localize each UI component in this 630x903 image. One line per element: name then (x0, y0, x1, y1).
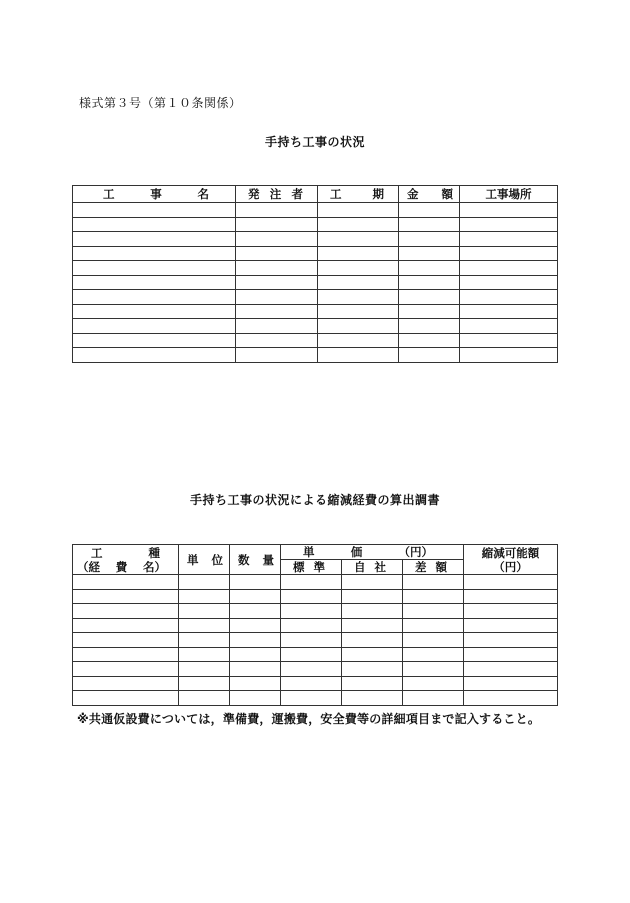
table-cell[interactable] (179, 589, 230, 604)
table-cell[interactable] (230, 575, 281, 590)
table-cell[interactable] (464, 676, 558, 691)
table-cell[interactable] (460, 232, 558, 247)
table-cell[interactable] (236, 275, 318, 290)
table-cell[interactable] (236, 232, 318, 247)
table-cell[interactable] (318, 246, 399, 261)
table-cell[interactable] (399, 246, 460, 261)
table-cell[interactable] (73, 261, 236, 276)
table-cell[interactable] (281, 633, 342, 648)
table-cell[interactable] (73, 575, 179, 590)
table-cell[interactable] (460, 261, 558, 276)
table-cell[interactable] (399, 203, 460, 218)
table-cell[interactable] (399, 304, 460, 319)
table-cell[interactable] (464, 662, 558, 677)
header-unit: 単 位 (179, 545, 230, 575)
table-cell[interactable] (236, 348, 318, 363)
header-amount: 金 額 (399, 186, 460, 203)
table-cell[interactable] (230, 662, 281, 677)
table-cell[interactable] (73, 647, 179, 662)
table-cell[interactable] (403, 647, 464, 662)
table-cell[interactable] (179, 662, 230, 677)
table-row (73, 691, 558, 706)
table-header-row (73, 545, 558, 560)
table-row (73, 618, 558, 633)
table-header-row (73, 186, 558, 203)
header-quantity: 数 量 (230, 545, 281, 575)
table-row (73, 575, 558, 590)
table-cell[interactable] (73, 676, 179, 691)
table-cell[interactable] (236, 319, 318, 334)
header-period: 工 期 (318, 186, 399, 203)
table-cell[interactable] (399, 348, 460, 363)
table-row (73, 275, 558, 290)
table-row (73, 604, 558, 619)
header-item: 工 種 （経 費 名） (73, 545, 179, 575)
table-cell[interactable] (342, 647, 403, 662)
header-project-name: 工 事 名 (73, 186, 236, 203)
table-cell[interactable] (403, 575, 464, 590)
table-cell[interactable] (179, 575, 230, 590)
table-cell[interactable] (73, 232, 236, 247)
table-cell[interactable] (460, 319, 558, 334)
table-cell[interactable] (318, 290, 399, 305)
page-title-reduction: 手持ち工事の状況による縮減経費の算出調書 (189, 493, 440, 507)
table-cell[interactable] (403, 589, 464, 604)
table-cell[interactable] (342, 618, 403, 633)
table-cell[interactable] (281, 662, 342, 677)
table-cell[interactable] (460, 304, 558, 319)
table-cell[interactable] (236, 304, 318, 319)
table-cell[interactable] (460, 333, 558, 348)
table-row (73, 589, 558, 604)
table-cell[interactable] (73, 246, 236, 261)
table-cell[interactable] (281, 691, 342, 706)
table-cell[interactable] (460, 246, 558, 261)
table-cell[interactable] (230, 633, 281, 648)
header-reducible-amount: 縮減可能額 （円） (464, 545, 558, 575)
table-cell[interactable] (403, 633, 464, 648)
table-cell[interactable] (403, 662, 464, 677)
table-cell[interactable] (460, 348, 558, 363)
table-cell[interactable] (342, 589, 403, 604)
table-row (73, 217, 558, 232)
table-cell[interactable] (318, 232, 399, 247)
table-cell[interactable] (464, 604, 558, 619)
table-cell[interactable] (318, 319, 399, 334)
table-cell[interactable] (73, 348, 236, 363)
table-cell[interactable] (236, 261, 318, 276)
table-cell[interactable] (342, 633, 403, 648)
header-own-company: 自 社 (342, 560, 403, 575)
table-cell[interactable] (236, 290, 318, 305)
table-cell[interactable] (73, 618, 179, 633)
table-cell[interactable] (342, 676, 403, 691)
table-cell[interactable] (281, 647, 342, 662)
table-cell[interactable] (73, 304, 236, 319)
table-cell[interactable] (464, 589, 558, 604)
table-cell[interactable] (236, 246, 318, 261)
table-cell[interactable] (460, 275, 558, 290)
table-cell[interactable] (464, 618, 558, 633)
table-row (73, 676, 558, 691)
table-cell[interactable] (73, 203, 236, 218)
table-cell[interactable] (179, 633, 230, 648)
table-cell[interactable] (73, 217, 236, 232)
table-cell[interactable] (73, 275, 236, 290)
table-cell[interactable] (236, 217, 318, 232)
table-row (73, 333, 558, 348)
table-cell[interactable] (73, 589, 179, 604)
header-standard: 標 準 (281, 560, 342, 575)
table-cell[interactable] (230, 618, 281, 633)
table-cell[interactable] (230, 691, 281, 706)
table-cell[interactable] (73, 604, 179, 619)
table-cell[interactable] (318, 261, 399, 276)
table-row (73, 319, 558, 334)
table-cell[interactable] (399, 261, 460, 276)
table-cell[interactable] (179, 604, 230, 619)
table-cell[interactable] (464, 633, 558, 648)
table-cell[interactable] (73, 333, 236, 348)
table-cell[interactable] (318, 304, 399, 319)
table-cell[interactable] (464, 647, 558, 662)
table-cell[interactable] (342, 575, 403, 590)
table-cell[interactable] (399, 333, 460, 348)
reduction-cost-table (72, 544, 558, 706)
table-cell[interactable] (73, 319, 236, 334)
table-cell[interactable] (73, 290, 236, 305)
table-cell[interactable] (236, 203, 318, 218)
table-cell[interactable] (399, 217, 460, 232)
header-client: 発 注 者 (236, 186, 318, 203)
table-cell[interactable] (318, 217, 399, 232)
table-cell[interactable] (73, 633, 179, 648)
table-cell[interactable] (281, 676, 342, 691)
table-row (73, 203, 558, 218)
table-cell[interactable] (403, 604, 464, 619)
table-row (73, 662, 558, 677)
table-row (73, 290, 558, 305)
table-cell[interactable] (399, 319, 460, 334)
table-row (73, 647, 558, 662)
table-cell[interactable] (179, 647, 230, 662)
table-row (73, 246, 558, 261)
table-cell[interactable] (318, 333, 399, 348)
header-location: 工事場所 (460, 186, 558, 203)
table-cell[interactable] (281, 589, 342, 604)
footnote: ※共通仮設費については，準備費，運搬費，安全費等の詳細項目まで記入すること。 (77, 712, 541, 726)
page-title-current-works: 手持ち工事の状況 (264, 135, 365, 149)
table-cell[interactable] (342, 604, 403, 619)
table-cell[interactable] (464, 575, 558, 590)
table-cell[interactable] (230, 604, 281, 619)
table-cell[interactable] (281, 575, 342, 590)
table-cell[interactable] (73, 691, 179, 706)
table-cell[interactable] (342, 691, 403, 706)
table-cell[interactable] (281, 604, 342, 619)
table-cell[interactable] (403, 676, 464, 691)
table-cell[interactable] (399, 275, 460, 290)
table-cell[interactable] (281, 618, 342, 633)
table-cell[interactable] (230, 647, 281, 662)
table-cell[interactable] (342, 662, 403, 677)
table-row (73, 633, 558, 648)
table-cell[interactable] (73, 662, 179, 677)
table-cell[interactable] (318, 203, 399, 218)
table-cell[interactable] (236, 333, 318, 348)
table-row (73, 261, 558, 276)
current-works-table (72, 185, 558, 363)
table-cell[interactable] (460, 290, 558, 305)
table-cell[interactable] (230, 589, 281, 604)
table-row (73, 304, 558, 319)
table-cell[interactable] (230, 676, 281, 691)
table-cell[interactable] (403, 691, 464, 706)
table-cell[interactable] (179, 676, 230, 691)
table-cell[interactable] (399, 290, 460, 305)
table-cell[interactable] (179, 691, 230, 706)
table-cell[interactable] (403, 618, 464, 633)
table-cell[interactable] (318, 348, 399, 363)
table-cell[interactable] (460, 203, 558, 218)
table-cell[interactable] (318, 275, 399, 290)
table-cell[interactable] (464, 691, 558, 706)
header-unit-price: 単 価 （円） (281, 545, 464, 560)
form-number: 様式第３号（第１０条関係） (79, 96, 242, 110)
table-cell[interactable] (460, 217, 558, 232)
table-cell[interactable] (399, 232, 460, 247)
table-cell[interactable] (179, 618, 230, 633)
table-row (73, 232, 558, 247)
table-row (73, 348, 558, 363)
header-difference: 差 額 (403, 560, 464, 575)
